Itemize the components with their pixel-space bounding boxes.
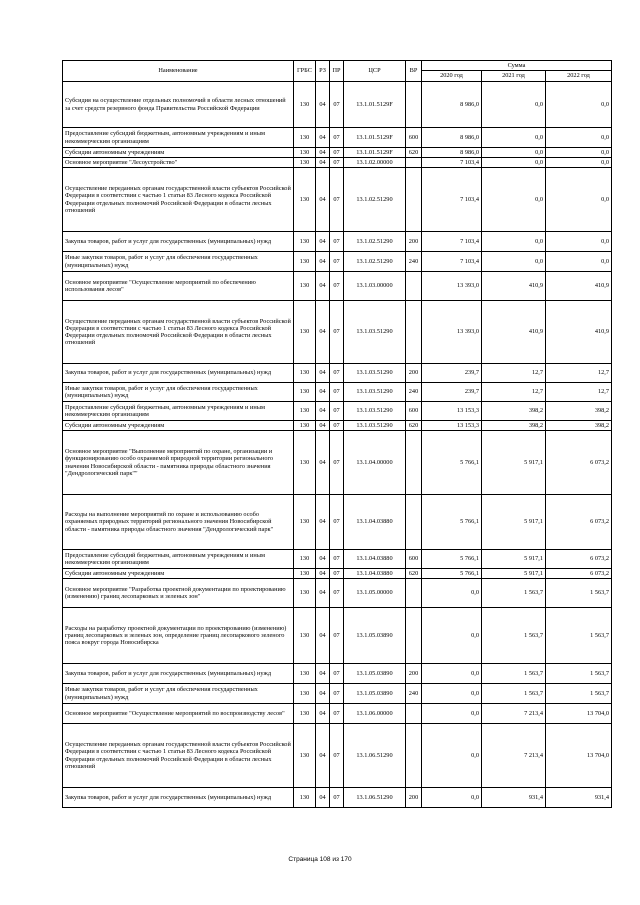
- cell-name: Иные закупки товаров, работ и услуг для обеспечения государственных (муниципальных) нужд: [63, 252, 294, 272]
- cell-pr: 07: [330, 421, 344, 431]
- cell-csr: 13.1.04.03880: [344, 495, 406, 550]
- cell-csr: 13.1.01.5129F: [344, 82, 406, 128]
- cell-2022: 12,7: [546, 383, 612, 402]
- cell-2020: 5 766,1: [422, 431, 482, 495]
- cell-rz: 04: [316, 82, 330, 128]
- cell-2020: 0,0: [422, 704, 482, 724]
- cell-pr: 07: [330, 431, 344, 495]
- cell-pr: 07: [330, 128, 344, 148]
- header-rz: РЗ: [316, 61, 330, 82]
- cell-2021: 1 563,7: [482, 664, 546, 684]
- cell-vr: [406, 82, 422, 128]
- cell-2021: 5 917,1: [482, 569, 546, 579]
- cell-name: Осуществление переданных органам государственной власти субъектов Российской Федерации в соответствии с частью 1 статьи 83 Лесного кодекса Российской Федерации отдельных полномочий Российской Федерации в области лесных отношений: [63, 301, 294, 364]
- cell-csr: 13.1.02.51290: [344, 168, 406, 232]
- cell-vr: 620: [406, 148, 422, 158]
- cell-2020: 13 393,0: [422, 301, 482, 364]
- cell-grbs: 130: [294, 82, 316, 128]
- cell-vr: 600: [406, 550, 422, 569]
- table-row: [63, 301, 612, 364]
- cell-csr: 13.1.06.00000: [344, 704, 406, 724]
- cell-rz: 04: [316, 550, 330, 569]
- cell-name: Иные закупки товаров, работ и услуг для обеспечения государственных (муниципальных) нужд: [63, 383, 294, 402]
- cell-name: Расходы на выполнение мероприятий по охране и использованию особо охраняемых природных территорий регионального значения Новосибирской области - памятника природы областного значения "Дендрологический парк": [63, 495, 294, 550]
- cell-2022: 13 704,0: [546, 724, 612, 788]
- cell-2020: 5 766,1: [422, 550, 482, 569]
- cell-2021: 0,0: [482, 128, 546, 148]
- cell-grbs: 130: [294, 550, 316, 569]
- cell-csr: 13.1.05.03890: [344, 608, 406, 664]
- cell-csr: 13.1.06.51290: [344, 724, 406, 788]
- cell-vr: 240: [406, 383, 422, 402]
- cell-2021: 410,9: [482, 301, 546, 364]
- cell-grbs: 130: [294, 579, 316, 608]
- cell-2022: 0,0: [546, 232, 612, 252]
- cell-pr: 07: [330, 495, 344, 550]
- header-year-2021: 2021 год: [482, 71, 546, 82]
- cell-2021: 410,9: [482, 272, 546, 301]
- cell-2021: 0,0: [482, 158, 546, 168]
- cell-csr: 13.1.03.51290: [344, 402, 406, 421]
- table-row: [63, 158, 612, 168]
- cell-grbs: 130: [294, 402, 316, 421]
- cell-name: Основное мероприятие "Разработка проектной документации по проектированию (изменению) границ лесопарковых и зеленых зон": [63, 579, 294, 608]
- header-grbs: ГРБС: [294, 61, 316, 82]
- cell-rz: 04: [316, 272, 330, 301]
- cell-pr: 07: [330, 168, 344, 232]
- cell-grbs: 130: [294, 704, 316, 724]
- cell-2021: 398,2: [482, 421, 546, 431]
- table-body: [63, 82, 612, 808]
- cell-name: Закупка товаров, работ и услуг для государственных (муниципальных) нужд: [63, 364, 294, 383]
- cell-pr: 07: [330, 82, 344, 128]
- cell-vr: 240: [406, 252, 422, 272]
- cell-vr: 200: [406, 788, 422, 808]
- cell-vr: [406, 495, 422, 550]
- table-row: [63, 232, 612, 252]
- cell-grbs: 130: [294, 431, 316, 495]
- cell-grbs: 130: [294, 724, 316, 788]
- table-row: [63, 431, 612, 495]
- cell-2021: 12,7: [482, 383, 546, 402]
- cell-rz: 04: [316, 128, 330, 148]
- cell-2022: 6 073,2: [546, 431, 612, 495]
- table-row: [63, 579, 612, 608]
- budget-table: [62, 60, 612, 808]
- cell-grbs: 130: [294, 364, 316, 383]
- cell-2022: 1 563,7: [546, 684, 612, 704]
- cell-pr: 07: [330, 272, 344, 301]
- cell-2022: 6 073,2: [546, 550, 612, 569]
- cell-2022: 0,0: [546, 128, 612, 148]
- cell-rz: 04: [316, 569, 330, 579]
- table-row: [63, 704, 612, 724]
- cell-vr: 200: [406, 364, 422, 383]
- cell-grbs: 130: [294, 232, 316, 252]
- table-row: [63, 550, 612, 569]
- cell-pr: 07: [330, 402, 344, 421]
- cell-name: Предоставление субсидий бюджетным, автономным учреждениям и иным некоммерческим организациям: [63, 550, 294, 569]
- cell-csr: 13.1.02.51290: [344, 232, 406, 252]
- header-sum: Сумма: [422, 61, 612, 71]
- cell-pr: 07: [330, 608, 344, 664]
- cell-rz: 04: [316, 431, 330, 495]
- cell-2021: 0,0: [482, 148, 546, 158]
- cell-vr: [406, 608, 422, 664]
- cell-name: Предоставление субсидий бюджетным, автономным учреждениям и иным некоммерческим организациям: [63, 128, 294, 148]
- cell-2021: 5 917,1: [482, 495, 546, 550]
- cell-pr: 07: [330, 569, 344, 579]
- cell-grbs: 130: [294, 495, 316, 550]
- cell-2022: 6 073,2: [546, 495, 612, 550]
- cell-2022: 1 563,7: [546, 579, 612, 608]
- cell-pr: 07: [330, 684, 344, 704]
- cell-grbs: 130: [294, 148, 316, 158]
- cell-name: Осуществление переданных органам государственной власти субъектов Российской Федерации в соответствии с частью 1 статьи 83 Лесного кодекса Российской Федерации отдельных полномочий Российской Федерации в области лесных отношений: [63, 724, 294, 788]
- cell-csr: 13.1.01.5129F: [344, 148, 406, 158]
- cell-rz: 04: [316, 608, 330, 664]
- cell-2020: 13 153,3: [422, 402, 482, 421]
- cell-grbs: 130: [294, 383, 316, 402]
- cell-pr: 07: [330, 788, 344, 808]
- cell-2020: 8 986,0: [422, 128, 482, 148]
- cell-grbs: 130: [294, 608, 316, 664]
- cell-name: Основное мероприятие "Осуществление мероприятий по воспроизводству лесов": [63, 704, 294, 724]
- cell-rz: 04: [316, 724, 330, 788]
- cell-2021: 0,0: [482, 168, 546, 232]
- header-pr: ПР: [330, 61, 344, 82]
- table-row: [63, 664, 612, 684]
- header-vr: ВР: [406, 61, 422, 82]
- cell-2020: 7 103,4: [422, 158, 482, 168]
- cell-pr: 07: [330, 579, 344, 608]
- cell-vr: 240: [406, 684, 422, 704]
- cell-vr: [406, 168, 422, 232]
- cell-rz: 04: [316, 168, 330, 232]
- table-row: [63, 252, 612, 272]
- cell-2020: 7 103,4: [422, 168, 482, 232]
- header-year-2020: 2020 год: [422, 71, 482, 82]
- cell-2022: 13 704,0: [546, 704, 612, 724]
- cell-2020: 0,0: [422, 684, 482, 704]
- cell-2022: 398,2: [546, 421, 612, 431]
- table-row: [63, 402, 612, 421]
- cell-csr: 13.1.04.00000: [344, 431, 406, 495]
- cell-pr: 07: [330, 724, 344, 788]
- cell-name: Основное мероприятие "Осуществление мероприятий по обеспечению использования лесов": [63, 272, 294, 301]
- cell-name: Субсидии автономным учреждениям: [63, 569, 294, 579]
- cell-csr: 13.1.03.51290: [344, 301, 406, 364]
- cell-rz: 04: [316, 788, 330, 808]
- cell-2020: 7 103,4: [422, 252, 482, 272]
- cell-2020: 8 986,0: [422, 82, 482, 128]
- cell-csr: 13.1.02.51290: [344, 252, 406, 272]
- cell-grbs: 130: [294, 252, 316, 272]
- header-name: Наименование: [63, 61, 294, 82]
- cell-vr: [406, 579, 422, 608]
- table-row: [63, 364, 612, 383]
- cell-rz: 04: [316, 252, 330, 272]
- cell-2020: 0,0: [422, 608, 482, 664]
- cell-name: Субсидии автономным учреждениям: [63, 421, 294, 431]
- cell-rz: 04: [316, 402, 330, 421]
- cell-2022: 1 563,7: [546, 608, 612, 664]
- cell-pr: 07: [330, 158, 344, 168]
- cell-grbs: 130: [294, 569, 316, 579]
- cell-rz: 04: [316, 232, 330, 252]
- cell-2021: 5 917,1: [482, 431, 546, 495]
- cell-vr: 620: [406, 569, 422, 579]
- cell-2022: 931,4: [546, 788, 612, 808]
- cell-pr: 07: [330, 232, 344, 252]
- cell-csr: 13.1.03.51290: [344, 421, 406, 431]
- cell-2020: 13 153,3: [422, 421, 482, 431]
- table-row: [63, 495, 612, 550]
- cell-vr: [406, 272, 422, 301]
- table-row: [63, 684, 612, 704]
- cell-name: Закупка товаров, работ и услуг для государственных (муниципальных) нужд: [63, 232, 294, 252]
- cell-grbs: 130: [294, 684, 316, 704]
- cell-rz: 04: [316, 684, 330, 704]
- cell-2020: 239,7: [422, 383, 482, 402]
- cell-name: Субсидия на осуществление отдельных полномочий в области лесных отношений за счет средств резервного фонда Правительства Российской Федерации: [63, 82, 294, 128]
- cell-csr: 13.1.03.00000: [344, 272, 406, 301]
- cell-csr: 13.1.01.5129F: [344, 128, 406, 148]
- cell-2020: 5 766,1: [422, 495, 482, 550]
- cell-name: Основное мероприятие "Выполнение мероприятий по охране, организации и функционированию особо охраняемой природной территории регионального значения Новосибирской области - памятника природы областного значения "Дендрологический парк"": [63, 431, 294, 495]
- table-row: [63, 168, 612, 232]
- cell-pr: 07: [330, 148, 344, 158]
- table-row: [63, 421, 612, 431]
- cell-2021: 931,4: [482, 788, 546, 808]
- table-row: [63, 82, 612, 128]
- cell-csr: 13.1.05.00000: [344, 579, 406, 608]
- cell-vr: 200: [406, 664, 422, 684]
- cell-grbs: 130: [294, 301, 316, 364]
- cell-grbs: 130: [294, 664, 316, 684]
- cell-2022: 398,2: [546, 402, 612, 421]
- cell-csr: 13.1.02.00000: [344, 158, 406, 168]
- cell-2022: 410,9: [546, 301, 612, 364]
- cell-2022: 0,0: [546, 168, 612, 232]
- cell-2021: 1 563,7: [482, 684, 546, 704]
- cell-rz: 04: [316, 421, 330, 431]
- cell-rz: 04: [316, 579, 330, 608]
- cell-csr: 13.1.05.03890: [344, 684, 406, 704]
- cell-pr: 07: [330, 664, 344, 684]
- cell-2020: 5 766,1: [422, 569, 482, 579]
- cell-name: Предоставление субсидий бюджетным, автономным учреждениям и иным некоммерческим организациям: [63, 402, 294, 421]
- cell-pr: 07: [330, 704, 344, 724]
- cell-grbs: 130: [294, 421, 316, 431]
- table-row: [63, 128, 612, 148]
- cell-rz: 04: [316, 364, 330, 383]
- table-row: [63, 788, 612, 808]
- cell-name: Расходы на разработку проектной документации по проектированию (изменению) границ лесопарковых и зеленых зон, определение границ лесопаркового зеленого пояса вокруг города Новосибирска: [63, 608, 294, 664]
- cell-2020: 239,7: [422, 364, 482, 383]
- cell-name: Осуществление переданных органам государственной власти субъектов Российской Федерации в соответствии с частью 1 статьи 83 Лесного кодекса Российской Федерации отдельных полномочий Российской Федерации в области лесных отношений: [63, 168, 294, 232]
- cell-2020: 0,0: [422, 664, 482, 684]
- table-row: [63, 148, 612, 158]
- cell-csr: 13.1.06.51290: [344, 788, 406, 808]
- cell-name: Основное мероприятие "Лесоустройство": [63, 158, 294, 168]
- cell-csr: 13.1.04.03880: [344, 569, 406, 579]
- cell-rz: 04: [316, 301, 330, 364]
- cell-vr: 600: [406, 128, 422, 148]
- cell-rz: 04: [316, 158, 330, 168]
- table-row: [63, 724, 612, 788]
- cell-grbs: 130: [294, 788, 316, 808]
- header-year-2022: 2022 год: [546, 71, 612, 82]
- cell-pr: 07: [330, 383, 344, 402]
- cell-vr: [406, 158, 422, 168]
- cell-name: Субсидии автономным учреждениям: [63, 148, 294, 158]
- cell-vr: 600: [406, 402, 422, 421]
- cell-rz: 04: [316, 383, 330, 402]
- cell-2020: 0,0: [422, 579, 482, 608]
- table-row: [63, 569, 612, 579]
- cell-pr: 07: [330, 252, 344, 272]
- cell-vr: 620: [406, 421, 422, 431]
- cell-name: Иные закупки товаров, работ и услуг для обеспечения государственных (муниципальных) нужд: [63, 684, 294, 704]
- cell-grbs: 130: [294, 128, 316, 148]
- cell-2021: 12,7: [482, 364, 546, 383]
- cell-2021: 0,0: [482, 252, 546, 272]
- page-footer: Страница 108 из 170: [288, 856, 352, 863]
- cell-grbs: 130: [294, 272, 316, 301]
- cell-pr: 07: [330, 364, 344, 383]
- cell-2022: 0,0: [546, 252, 612, 272]
- cell-2022: 0,0: [546, 158, 612, 168]
- cell-vr: [406, 301, 422, 364]
- cell-name: Закупка товаров, работ и услуг для государственных (муниципальных) нужд: [63, 664, 294, 684]
- cell-2021: 0,0: [482, 232, 546, 252]
- cell-2021: 398,2: [482, 402, 546, 421]
- cell-2021: 7 213,4: [482, 724, 546, 788]
- cell-csr: 13.1.03.51290: [344, 364, 406, 383]
- cell-grbs: 130: [294, 158, 316, 168]
- cell-vr: 200: [406, 232, 422, 252]
- cell-rz: 04: [316, 704, 330, 724]
- cell-2022: 410,9: [546, 272, 612, 301]
- table-row: [63, 272, 612, 301]
- cell-rz: 04: [316, 495, 330, 550]
- cell-2022: 0,0: [546, 148, 612, 158]
- cell-vr: [406, 431, 422, 495]
- table-header: [63, 61, 612, 82]
- cell-2021: 7 213,4: [482, 704, 546, 724]
- cell-vr: [406, 704, 422, 724]
- cell-2022: 12,7: [546, 364, 612, 383]
- cell-vr: [406, 724, 422, 788]
- cell-2020: 8 986,0: [422, 148, 482, 158]
- cell-csr: 13.1.05.03890: [344, 664, 406, 684]
- cell-name: Закупка товаров, работ и услуг для государственных (муниципальных) нужд: [63, 788, 294, 808]
- header-csr: ЦСР: [344, 61, 406, 82]
- cell-2020: 0,0: [422, 788, 482, 808]
- cell-grbs: 130: [294, 168, 316, 232]
- cell-csr: 13.1.03.51290: [344, 383, 406, 402]
- cell-2022: 0,0: [546, 82, 612, 128]
- table-row: [63, 608, 612, 664]
- cell-2022: 6 073,2: [546, 569, 612, 579]
- cell-2021: 0,0: [482, 82, 546, 128]
- cell-rz: 04: [316, 664, 330, 684]
- cell-pr: 07: [330, 301, 344, 364]
- cell-2020: 13 393,0: [422, 272, 482, 301]
- cell-pr: 07: [330, 550, 344, 569]
- cell-2020: 7 103,4: [422, 232, 482, 252]
- cell-2021: 1 563,7: [482, 579, 546, 608]
- cell-rz: 04: [316, 148, 330, 158]
- table-row: [63, 383, 612, 402]
- cell-csr: 13.1.04.03880: [344, 550, 406, 569]
- cell-2021: 1 563,7: [482, 608, 546, 664]
- cell-2020: 0,0: [422, 724, 482, 788]
- cell-2021: 5 917,1: [482, 550, 546, 569]
- cell-2022: 1 563,7: [546, 664, 612, 684]
